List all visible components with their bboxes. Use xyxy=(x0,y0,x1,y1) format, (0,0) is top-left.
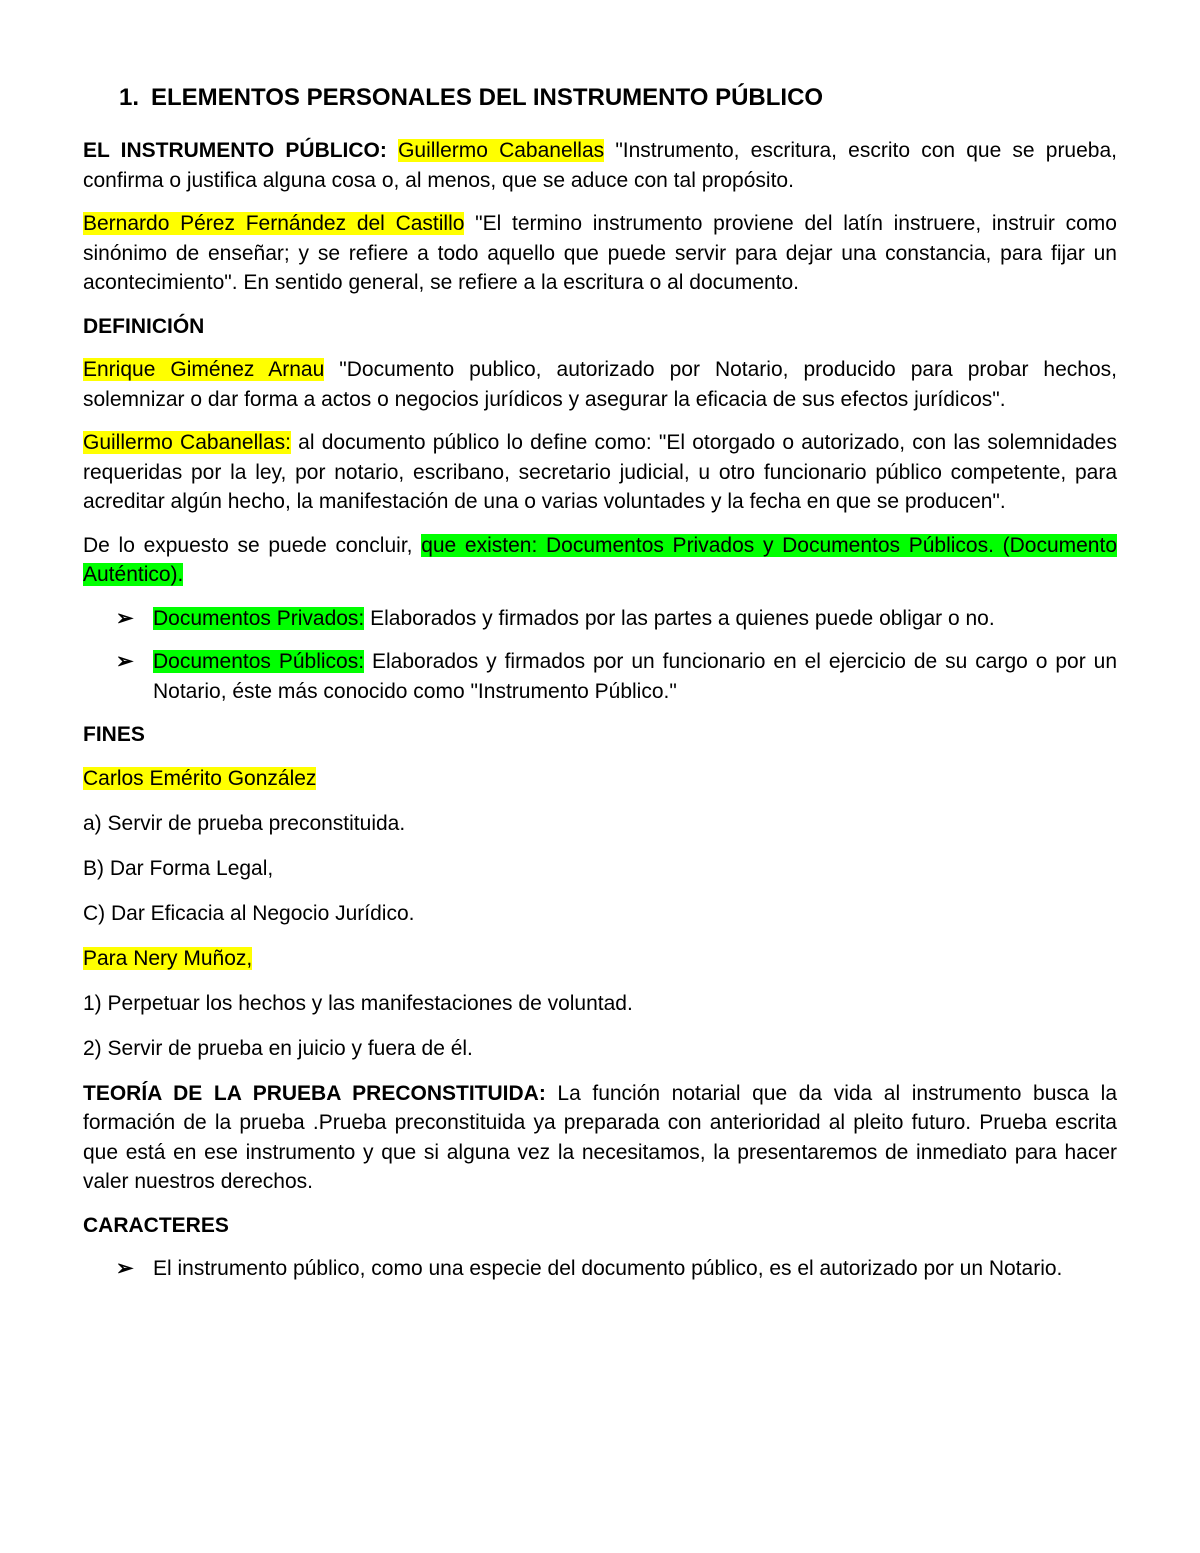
list-item: B) Dar Forma Legal, xyxy=(83,856,274,880)
list-item xyxy=(83,604,1117,634)
author-highlight: Enrique Giménez Arnau xyxy=(83,358,325,381)
bullet-text: El instrumento público, como una especie del documento público, es el autorizado por un Notario. xyxy=(153,1257,1063,1280)
term-label: EL INSTRUMENTO PÚBLICO: xyxy=(83,139,387,162)
section-title xyxy=(119,80,1117,116)
paragraph-text: De lo expuesto se puede concluir, xyxy=(83,533,422,557)
list-item: 1) Perpetuar los hechos y las manifestaciones de voluntad. xyxy=(83,991,633,1015)
list-item: a) Servir de prueba preconstituida. xyxy=(83,811,406,835)
paragraph-text: "El termino instrumento proviene del latín instruere, instruir como sinónimo de enseñar; y se refiere a todo aquello que puede servir para dejar una constancia, para fijar un acontecimiento". En sentido general, se refiere a la escritura o al documento. xyxy=(83,212,1117,294)
list-item xyxy=(83,1254,1117,1284)
fines-author-2 xyxy=(83,944,1117,974)
section-title-text: ELEMENTOS PERSONALES DEL INSTRUMENTO PÚBLICO xyxy=(151,84,824,111)
term-label: TEORÍA DE LA PRUEBA PRECONSTITUIDA: xyxy=(83,1081,546,1105)
paragraph-gimenez-arnau xyxy=(83,355,1117,414)
author-highlight: Carlos Emérito González xyxy=(83,766,317,790)
list-item: 2) Servir de prueba en juicio y fuera de él. xyxy=(83,1036,473,1060)
heading-caracteres: CARACTERES xyxy=(83,1213,229,1237)
fines-author-1 xyxy=(83,764,1117,794)
arrow-bullet-icon: ➢ xyxy=(116,1257,134,1280)
paragraph-perez-fernandez xyxy=(83,209,1117,298)
paragraph-cabanellas-definicion xyxy=(83,428,1117,517)
author-highlight: Guillermo Cabanellas xyxy=(398,139,605,162)
paragraph-instrumento-publico xyxy=(83,136,1117,195)
bullet-label: Documentos Públicos: xyxy=(153,650,365,673)
paragraph-text: La función notarial que da vida al instrumento busca la formación de la prueba .Prueba preconstituida ya preparada con anterioridad al pleito futuro. Prueba escrita que está en ese instrumento y que si alguna vez la necesitamos, la presentaremos de inmediato para hacer valer nuestros derechos. xyxy=(83,1081,1117,1193)
section-number: 1. xyxy=(119,84,140,111)
paragraph-conclusion xyxy=(83,531,1117,590)
paragraph-text: "Instrumento, escritura, escrito con que se prueba, confirma o justifica alguna cosa o, al menos, que se aduce con tal propósito. xyxy=(83,139,1117,192)
author-highlight: Guillermo Cabanellas: xyxy=(83,431,291,454)
bullet-text: Elaborados y firmados por un funcionario en el ejercicio de su cargo o por un Notario, éste más conocido como "Instrumento Público." xyxy=(153,650,1117,703)
bullet-label: Documentos Privados: xyxy=(153,606,365,630)
heading-fines: FINES xyxy=(83,723,145,746)
arrow-bullet-icon: ➢ xyxy=(116,650,134,673)
list-item xyxy=(83,647,1117,706)
arrow-bullet-icon: ➢ xyxy=(116,606,134,630)
heading-definicion: DEFINICIÓN xyxy=(83,314,205,338)
document-page xyxy=(83,80,1117,1298)
paragraph-text: al documento público lo define como: "El otorgado o autorizado, con las solemnidades requeridas por la ley, por notario, escribano, secretario judicial, u otro funcionario público competente, para acreditar algún hecho, la manifestación de una o varias voluntades y la fecha en que se producen". xyxy=(83,431,1117,513)
author-highlight: Bernardo Pérez Fernández del Castillo xyxy=(83,212,465,235)
paragraph-teoria-prueba xyxy=(83,1079,1117,1197)
bullet-text: Elaborados y firmados por las partes a quienes puede obligar o no. xyxy=(364,606,995,630)
green-highlight: que existen: Documentos Privados y Documentos Públicos. (Documento Auténtico). xyxy=(83,533,1118,586)
paragraph-text: "Documento publico, autorizado por Notario, producido para probar hechos, solemnizar o dar forma a actos o negocios jurídicos y asegurar la eficacia de sus efectos jurídicos". xyxy=(83,358,1117,411)
author-highlight: Para Nery Muñoz, xyxy=(83,946,253,970)
list-item: C) Dar Eficacia al Negocio Jurídico. xyxy=(83,901,415,925)
